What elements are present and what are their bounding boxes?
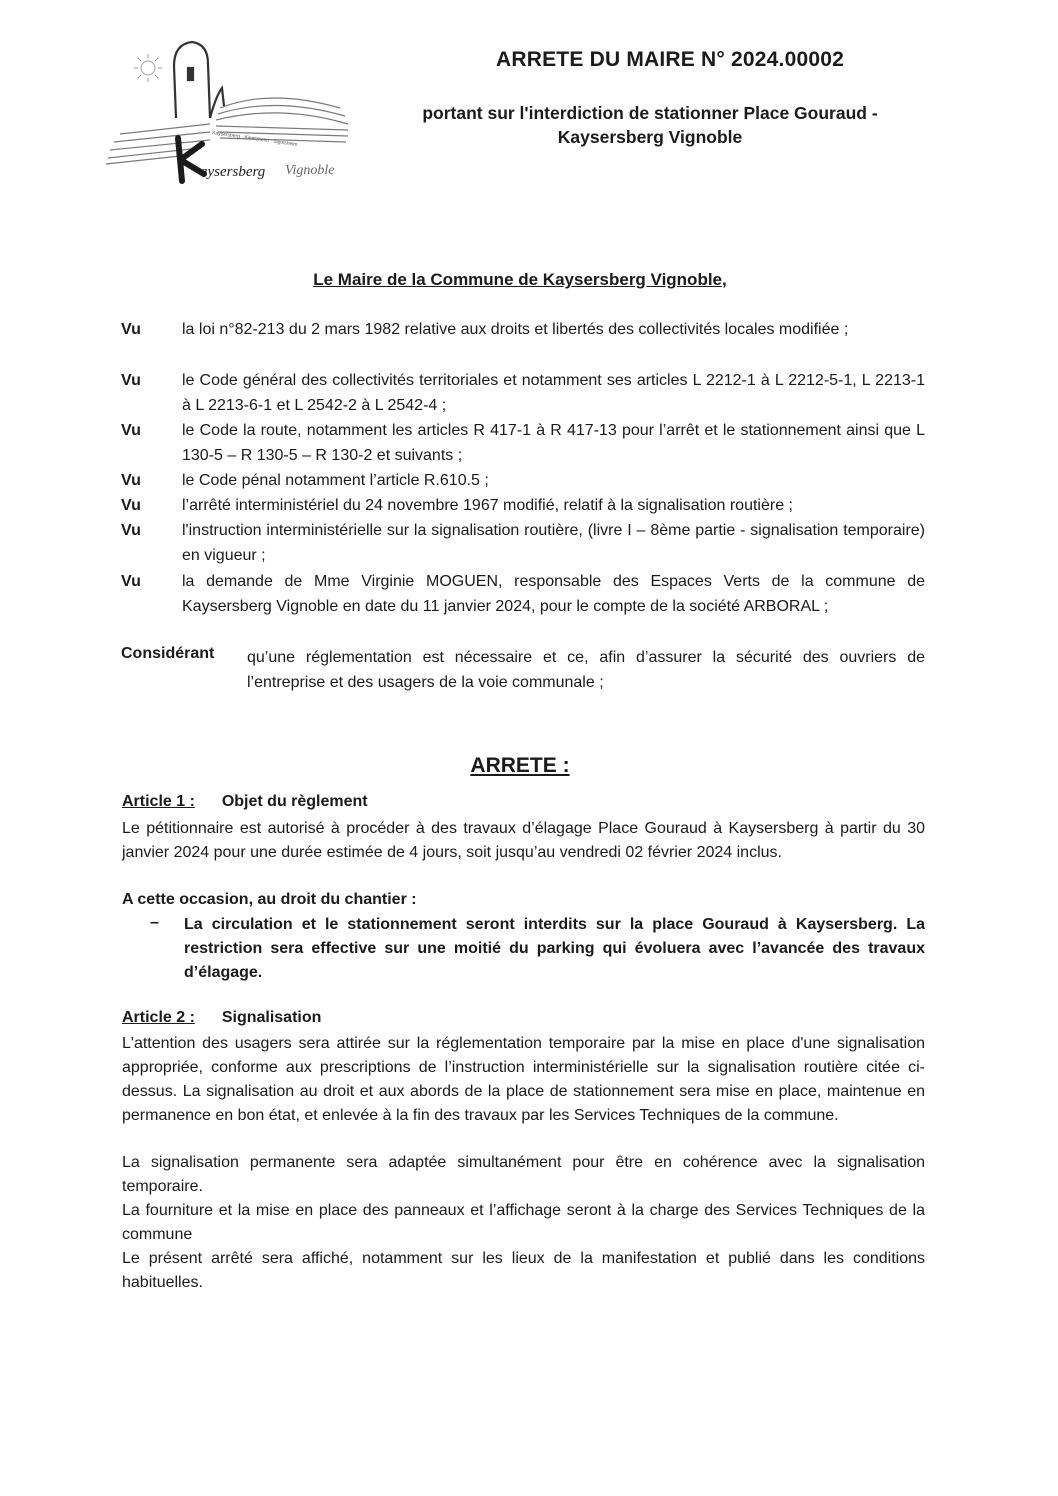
- article-2-paragraph-4: Le présent arrêté sera affiché, notamment sur les lieux de la manifestation et publié dans les conditions habituelles.: [122, 1250, 925, 1291]
- vu-text: la loi n°82-213 du 2 mars 1982 relative aux droits et libertés des collectivités locales modifiée ;: [182, 321, 849, 338]
- vu-label: Vu: [121, 573, 141, 590]
- svg-text:Vignoble: Vignoble: [285, 163, 335, 178]
- vu-label: Vu: [121, 321, 141, 338]
- vu-label: Vu: [121, 522, 141, 539]
- vu-text: le Code général des collectivités territoriales et notamment ses articles L 2212-1 à L 2212-5-1, L 2213-1 à L 2213-6-1 et L 2542-2 à L 2542-4 ;: [182, 372, 925, 414]
- sun-icon: [134, 54, 162, 82]
- considerant-label: Considérant: [121, 645, 215, 662]
- vu-text: l’arrêté interministériel du 24 novembre 1967 modifié, relatif à la signalisation routière ;: [182, 497, 793, 514]
- vineyard-lines: [106, 98, 348, 164]
- article-1-heading: [122, 793, 368, 811]
- vu-label: Vu: [121, 497, 141, 514]
- article-2-number: Article 2 :: [122, 1009, 195, 1026]
- svg-text:Kaysersberg · Kientzheim · Sig: Kaysersberg · Kientzheim · Sigolsheim: [211, 130, 298, 148]
- maire-heading: Le Maire de la Commune de Kaysersberg Vignoble,: [313, 270, 727, 289]
- vu-text: la demande de Mme Virginie MOGUEN, responsable des Espaces Verts de la commune de Kaysersberg Vignoble en date du 11 janvier 2024, pour le compte de la société ARBORAL ;: [182, 573, 925, 615]
- kaysersberg-vignoble-logo: [100, 36, 360, 186]
- considerant-text: qu’une réglementation est nécessaire et ce, afin d’assurer la sécurité des ouvriers de l’entreprise et des usagers de la voie communale ;: [247, 649, 925, 691]
- article-2-paragraph-1: L'attention des usagers sera attirée sur la réglementation temporaire par la mise en place d'une signalisation appropriée, conforme aux prescriptions de l’instruction interministérielle sur la signalisation routière citée ci-dessus. La signalisation au droit et aux abords de la place de stationnement sera mise en place, maintenue en permanence en bon état, et enlevée à la fin des travaux par les Services Techniques de la commune.: [122, 1035, 925, 1124]
- document-subtitle: [380, 101, 920, 149]
- article-1-text: Le pétitionnaire est autorisé à procéder à des travaux d’élagage Place Gouraud à Kaysersberg à partir du 30 janvier 2024 pour une durée estimée de 4 jours, soit jusqu’au vendredi 02 février 2024 inclus.: [122, 820, 925, 861]
- article-1-restriction: La circulation et le stationnement seront interdits sur la place Gouraud à Kaysersberg. La restriction sera effective sur une moitié du parking qui évoluera avec l’avancée des travaux d’élagage.: [184, 916, 925, 981]
- article-2-paragraph-3: La fourniture et la mise en place des panneaux et l’affichage seront à la charge des Services Techniques de la commune: [122, 1202, 925, 1243]
- tower-icon: [174, 42, 224, 118]
- arrete-heading: ARRETE :: [470, 754, 570, 777]
- subtitle-line-2: Kaysersberg Vignoble: [557, 127, 743, 147]
- svg-text:aysersberg: aysersberg: [200, 164, 266, 180]
- article-1-occasion: A cette occasion, au droit du chantier :: [122, 891, 417, 908]
- article-2-title: Signalisation: [221, 1009, 322, 1026]
- article-1-number: Article 1 :: [122, 793, 195, 810]
- vu-label: Vu: [121, 422, 141, 439]
- vu-label: Vu: [121, 372, 141, 389]
- article-2-heading: [122, 1009, 321, 1027]
- document-title: ARRETE DU MAIRE N° 2024.00002: [496, 48, 844, 71]
- vu-text: le Code la route, notamment les articles R 417-1 à R 417-13 pour l’arrêt et le stationnement ainsi que L 130-5 – R 130-5 – R 130-2 et suivants ;: [182, 422, 925, 464]
- bullet-dash: –: [150, 914, 159, 931]
- logo-graphic: [100, 36, 360, 186]
- article-1-title: Objet du règlement: [221, 793, 368, 810]
- subtitle-line-1: portant sur l'interdiction de stationner Place Gouraud -: [422, 103, 878, 123]
- article-2-paragraph-2: La signalisation permanente sera adaptée simultanément pour être en cohérence avec la signalisation temporaire.: [122, 1154, 925, 1195]
- vu-text: l'instruction interministérielle sur la signalisation routière, (livre I – 8ème partie - signalisation temporaire) en vigueur ;: [182, 522, 925, 564]
- vu-label: Vu: [121, 472, 141, 489]
- vu-text: le Code pénal notamment l’article R.610.5 ;: [182, 472, 489, 489]
